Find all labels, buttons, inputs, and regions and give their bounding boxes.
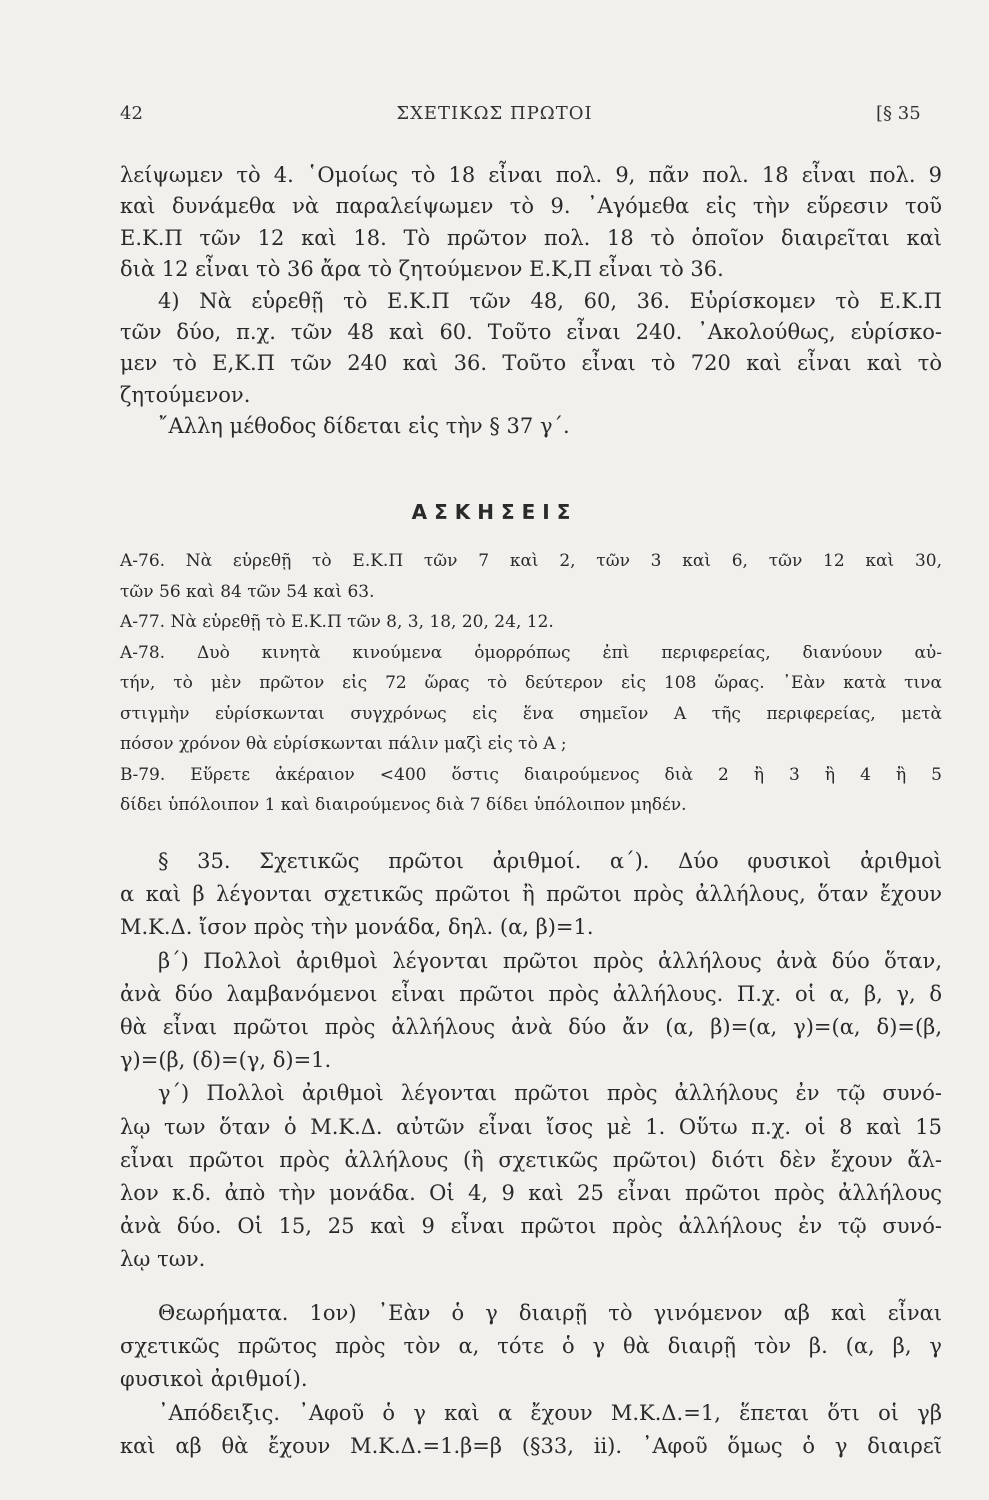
exercise-line: Α-76. Νὰ εὑρεθῇ τὸ Ε.Κ.Π τῶν 7 καὶ 2, τῶν 3 καὶ 6, τῶν 12 καὶ 30, [120, 551, 942, 571]
text-line: β΄) Πολλοὶ ἀριθμοὶ λέγονται πρῶτοι πρὸς ἀλλήλους ἀνὰ δύο ὅταν, [158, 948, 942, 973]
theorem-line: φυσικοὶ ἀριθμοί). [120, 1367, 308, 1392]
text-line: εἶναι πρῶτοι πρὸς ἀλλήλους (ἢ σχετικῶς πρῶτοι) διότι δὲν ἔχουν ἄλ- [120, 1147, 942, 1172]
text-line: λον κ.δ. ἀπὸ τὴν μονάδα. Οἱ 4, 9 καὶ 25 εἶναι πρῶτοι πρὸς ἀλλήλους [120, 1181, 942, 1206]
proof-line: ᾿Απόδειξις. ᾿Αφοῦ ὁ γ καὶ α ἔχουν Μ.Κ.Δ.=1, ἕπεται ὅτι οἱ γβ [158, 1400, 942, 1425]
text-line: διὰ 12 εἶναι τὸ 36 ἄρα τὸ ζητούμενον Ε.Κ,Π εἶναι τὸ 36. [120, 257, 724, 282]
text-line: ἀνὰ δύο λαμβανόμενοι εἶναι πρῶτοι πρὸς ἀλλήλους. Π.χ. οἱ α, β, γ, δ [120, 981, 942, 1006]
exercise-line: τῶν 56 καὶ 84 τῶν 54 καὶ 63. [120, 581, 375, 602]
running-title: ΣΧΕΤΙΚΩΣ ΠΡΩΤΟΙ [396, 103, 593, 124]
exercise-line: τήν, τὸ μὲν πρῶτον εἰς 72 ὥρας τὸ δεύτερον εἰς 108 ὥρας. ᾿Εὰν κατὰ τινα [120, 673, 942, 693]
exercise-line: Α-77. Νὰ εὑρεθῇ τὸ Ε.Κ.Π τῶν 8, 3, 18, 20, 24, 12. [120, 612, 554, 632]
text-line: καὶ δυνάμεθα νὰ παραλείψωμεν τὸ 9. ᾿Αγόμεθα εἰς τὴν εὕρεσιν τοῦ [120, 194, 942, 219]
exercises-block [120, 546, 942, 821]
section-35-heading-line: § 35. Σχετικῶς πρῶτοι ἀριθμοί. α΄). Δύο φυσικοὶ ἀριθμοὶ [158, 849, 942, 873]
theorem-line: Θεωρήματα. 1ον) ᾿Εὰν ὁ γ διαιρῇ τὸ γινόμενον αβ καὶ εἶναι [158, 1301, 942, 1325]
page-number: 42 [120, 103, 143, 124]
text-line: τῶν δύο, π.χ. τῶν 48 καὶ 60. Τοῦτο εἶναι 240. ᾿Ακολούθως, εὑρίσκο- [120, 320, 942, 345]
text-line: λῳ των ὅταν ὁ Μ.Κ.Δ. αὐτῶν εἶναι ἴσος μὲ 1. Οὕτω π.χ. οἱ 8 καὶ 15 [120, 1114, 942, 1139]
exercise-line: δίδει ὑπόλοιπον 1 καὶ διαιρούμενος διὰ 7 δίδει ὑπόλοιπον μηδέν. [120, 795, 687, 815]
exercises-heading: ΑΣΚΗΣΕΙΣ [411, 500, 578, 524]
theorem-line: σχετικῶς πρῶτος πρὸς τὸν α, τότε ὁ γ θὰ διαιρῇ τὸν β. (α, β, γ [120, 1334, 942, 1359]
text-line: Μ.Κ.Δ. ἴσον πρὸς τὴν μονάδα, δηλ. (α, β)=1. [120, 915, 594, 940]
text-line: λῳ των. [120, 1247, 206, 1272]
text-line: ῎Αλλη μέθοδος δίδεται εἰς τὴν § 37 γ΄. [158, 414, 570, 439]
text-line: μεν τὸ Ε,Κ.Π τῶν 240 καὶ 36. Τοῦτο εἶναι τὸ 720 καὶ εἶναι καὶ τὸ [120, 351, 942, 376]
text-line: ζητούμενον. [120, 382, 251, 407]
proof-line: καὶ αβ θὰ ἔχουν Μ.Κ.Δ.=1.β=β (§33, ii). ᾿Αφοῦ ὅμως ὁ γ διαιρεῖ [120, 1433, 942, 1458]
exercise-line: στιγμὴν εὑρίσκωνται συγχρόνως εἰς ἕνα σημεῖον Α τῆς περιφερείας, μετὰ [120, 703, 942, 724]
text-line: γ΄) Πολλοὶ ἀριθμοὶ λέγονται πρῶτοι πρὸς ἀλλήλους ἐν τῷ συνό- [158, 1081, 942, 1106]
text-line: ἀνὰ δύο. Οἱ 15, 25 καὶ 9 εἶναι πρῶτοι πρὸς ἀλλήλους ἐν τῷ συνό- [120, 1214, 942, 1239]
section-marker: [§ 35 [876, 103, 921, 124]
exercise-line: Β-79. Εὕρετε ἀκέραιον <400 ὅστις διαιρούμενος διὰ 2 ἢ 3 ἢ 4 ἢ 5 [120, 764, 942, 785]
text-block-lcm [120, 160, 942, 443]
text-line: α καὶ β λέγονται σχετικῶς πρῶτοι ἢ πρῶτοι πρὸς ἀλλήλους, ὅταν ἔχουν [120, 882, 942, 907]
text-line: γ)=(β, (δ)=(γ, δ)=1. [120, 1048, 332, 1073]
text-line: 4) Νὰ εὑρεθῇ τὸ Ε.Κ.Π τῶν 48, 60, 36. Εὑρίσκομεν τὸ Ε.Κ.Π [158, 288, 942, 313]
theorems-block [120, 1297, 942, 1463]
text-line: Ε.Κ.Π τῶν 12 καὶ 18. Τὸ πρῶτον πολ. 18 τὸ ὁποῖον διαιρεῖται καὶ [120, 225, 942, 250]
exercise-line: πόσον χρόνον θὰ εὑρίσκωνται πάλιν μαζὶ εἰς τὸ Α ; [120, 734, 567, 754]
section-35-block [120, 845, 942, 1277]
text-line: λείψωμεν τὸ 4. ῾Ομοίως τὸ 18 εἶναι πολ. 9, πᾶν πολ. 18 εἶναι πολ. 9 [120, 163, 942, 187]
exercise-line: Α-78. Δυὸ κινητὰ κινούμενα ὁμορρόπως ἐπὶ περιφερείας, διανύουν αὐ- [120, 642, 942, 663]
text-line: θὰ εἶναι πρῶτοι πρὸς ἀλλήλους ἀνὰ δύο ἄν (α, β)=(α, γ)=(α, δ)=(β, [120, 1015, 942, 1040]
